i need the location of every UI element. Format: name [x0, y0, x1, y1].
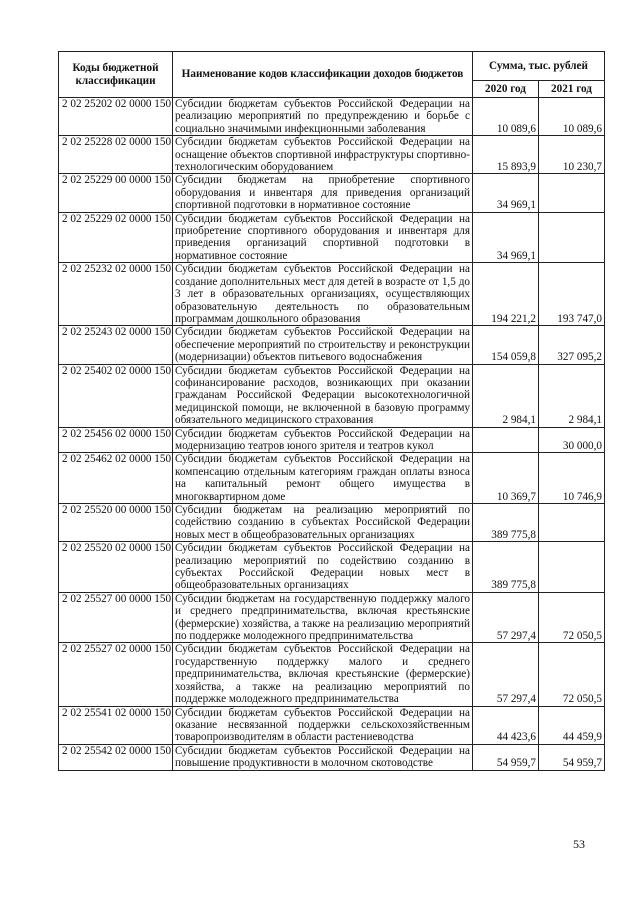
header-name: Наименование кодов классификации доходов бюджетов [173, 52, 473, 98]
row-name: Субсидии бюджетам на приобретение спортивного оборудования и инвентаря для приведения организаций спортивной подготовки в нормативное состояние [173, 174, 473, 212]
row-name: Субсидии бюджетам субъектов Российской Федерации на создание дополнительных мест для детей в возрасте от 1,5 до 3 лет в образовательных организациях, осуществляющих образовательную деятельность по образовательным программам дошкольного образования [173, 263, 473, 326]
row-value-2021: 193 747,0 [539, 263, 605, 326]
row-code: 2 02 25228 02 0000 150 [59, 136, 173, 174]
row-value-2021: 72 050,5 [539, 643, 605, 706]
row-value-2020: 10 089,6 [473, 98, 539, 136]
row-code: 2 02 25232 02 0000 150 [59, 263, 173, 326]
row-code: 2 02 25243 02 0000 150 [59, 326, 173, 364]
row-value-2020: 57 297,4 [473, 592, 539, 643]
row-name: Субсидии бюджетам субъектов Российской Федерации на государственную поддержку малого и среднего предпринимательства, включая крестьянские (фермерские) хозяйства, а также на реализацию мероприятий по поддержке молодежного предпринимательства [173, 643, 473, 706]
row-name: Субсидии бюджетам субъектов Российской Федерации на модернизацию театров юного зрителя и театров кукол [173, 427, 473, 453]
row-name: Субсидии бюджетам субъектов Российской Федерации на оснащение объектов спортивной инфраструктуры спортивно-технологическим оборудованием [173, 136, 473, 174]
row-value-2021 [539, 542, 605, 593]
row-value-2020 [473, 427, 539, 453]
row-value-2020: 34 969,1 [473, 174, 539, 212]
row-name: Субсидии бюджетам субъектов Российской Федерации на повышение продуктивности в молочном скотоводстве [173, 744, 473, 770]
row-value-2021 [539, 504, 605, 542]
row-value-2021: 44 459,9 [539, 706, 605, 744]
row-code: 2 02 25229 02 0000 150 [59, 212, 173, 263]
table-body [59, 98, 605, 771]
header-sum: Сумма, тыс. рублей [473, 52, 605, 81]
table-row [59, 364, 605, 427]
row-name: Субсидии бюджетам на государственную поддержку малого и среднего предпринимательства, включая крестьянские (фермерские) хозяйства, а также на реализацию мероприятий по поддержке молодежного предпринимательства [173, 592, 473, 643]
table-row [59, 592, 605, 643]
row-value-2021: 10 089,6 [539, 98, 605, 136]
row-value-2021 [539, 212, 605, 263]
row-value-2020: 57 297,4 [473, 643, 539, 706]
row-name: Субсидии бюджетам субъектов Российской Федерации на компенсацию отдельным категориям граждан оплаты взноса на капитальный ремонт общего имущества в многоквартирном доме [173, 453, 473, 504]
row-value-2021: 327 095,2 [539, 326, 605, 364]
row-code: 2 02 25402 02 0000 150 [59, 364, 173, 427]
row-code: 2 02 25456 02 0000 150 [59, 427, 173, 453]
row-code: 2 02 25462 02 0000 150 [59, 453, 173, 504]
budget-table [58, 51, 605, 771]
row-value-2020: 154 059,8 [473, 326, 539, 364]
row-value-2021: 10 746,9 [539, 453, 605, 504]
table-row [59, 542, 605, 593]
table-row [59, 504, 605, 542]
table-row [59, 744, 605, 770]
row-value-2021: 2 984,1 [539, 364, 605, 427]
row-code: 2 02 25527 00 0000 150 [59, 592, 173, 643]
row-code: 2 02 25202 02 0000 150 [59, 98, 173, 136]
row-code: 2 02 25541 02 0000 150 [59, 706, 173, 744]
row-name: Субсидии бюджетам субъектов Российской Федерации на реализацию мероприятий по содействию созданию в субъектах Российской Федерации новых мест в общеобразовательных организациях [173, 542, 473, 593]
row-value-2020: 389 775,8 [473, 542, 539, 593]
table-row [59, 136, 605, 174]
header-year-2020: 2020 год [473, 81, 539, 98]
table-row [59, 427, 605, 453]
table-row [59, 212, 605, 263]
row-name: Субсидии бюджетам субъектов Российской Федерации на софинансирование расходов, возникающих при оказании гражданам Российской Федерации высокотехнологичной медицинской помощи, не включенной в базовую программу обязательного медицинского страхования [173, 364, 473, 427]
row-name: Субсидии бюджетам субъектов Российской Федерации на обеспечение мероприятий по строительству и реконструкции (модернизации) объектов питьевого водоснабжения [173, 326, 473, 364]
row-value-2021: 54 959,7 [539, 744, 605, 770]
row-value-2021: 10 230,7 [539, 136, 605, 174]
row-code: 2 02 25229 00 0000 150 [59, 174, 173, 212]
row-value-2020: 194 221,2 [473, 263, 539, 326]
row-value-2021 [539, 174, 605, 212]
row-name: Субсидии бюджетам субъектов Российской Федерации на реализацию мероприятий по предупреждению и борьбе с социально значимыми инфекционными заболевания [173, 98, 473, 136]
row-code: 2 02 25520 00 0000 150 [59, 504, 173, 542]
page-number: 53 [573, 837, 585, 851]
row-value-2020: 44 423,6 [473, 706, 539, 744]
row-value-2020: 10 369,7 [473, 453, 539, 504]
table-row [59, 98, 605, 136]
header-codes: Коды бюджетной классификации [59, 52, 173, 98]
row-value-2020: 389 775,8 [473, 504, 539, 542]
row-name: Субсидии бюджетам субъектов Российской Федерации на приобретение спортивного оборудования и инвентаря для приведения организаций спортивной подготовки в нормативное состояние [173, 212, 473, 263]
row-value-2020: 15 893,9 [473, 136, 539, 174]
table-row [59, 453, 605, 504]
row-value-2020: 34 969,1 [473, 212, 539, 263]
row-value-2020: 2 984,1 [473, 364, 539, 427]
row-code: 2 02 25542 02 0000 150 [59, 744, 173, 770]
table-row [59, 263, 605, 326]
row-name: Субсидии бюджетам субъектов Российской Федерации на оказание несвязанной поддержки сельскохозяйственным товаропроизводителям в области растениеводства [173, 706, 473, 744]
table-row [59, 326, 605, 364]
header-year-2021: 2021 год [539, 81, 605, 98]
row-code: 2 02 25527 02 0000 150 [59, 643, 173, 706]
table-header-row [59, 52, 605, 81]
document-page [58, 51, 604, 771]
row-name: Субсидии бюджетам на реализацию мероприятий по содействию созданию в субъектах Российской Федерации новых мест в общеобразовательных организациях [173, 504, 473, 542]
row-value-2020: 54 959,7 [473, 744, 539, 770]
row-code: 2 02 25520 02 0000 150 [59, 542, 173, 593]
table-row [59, 643, 605, 706]
table-row [59, 706, 605, 744]
table-row [59, 174, 605, 212]
row-value-2021: 30 000,0 [539, 427, 605, 453]
row-value-2021: 72 050,5 [539, 592, 605, 643]
